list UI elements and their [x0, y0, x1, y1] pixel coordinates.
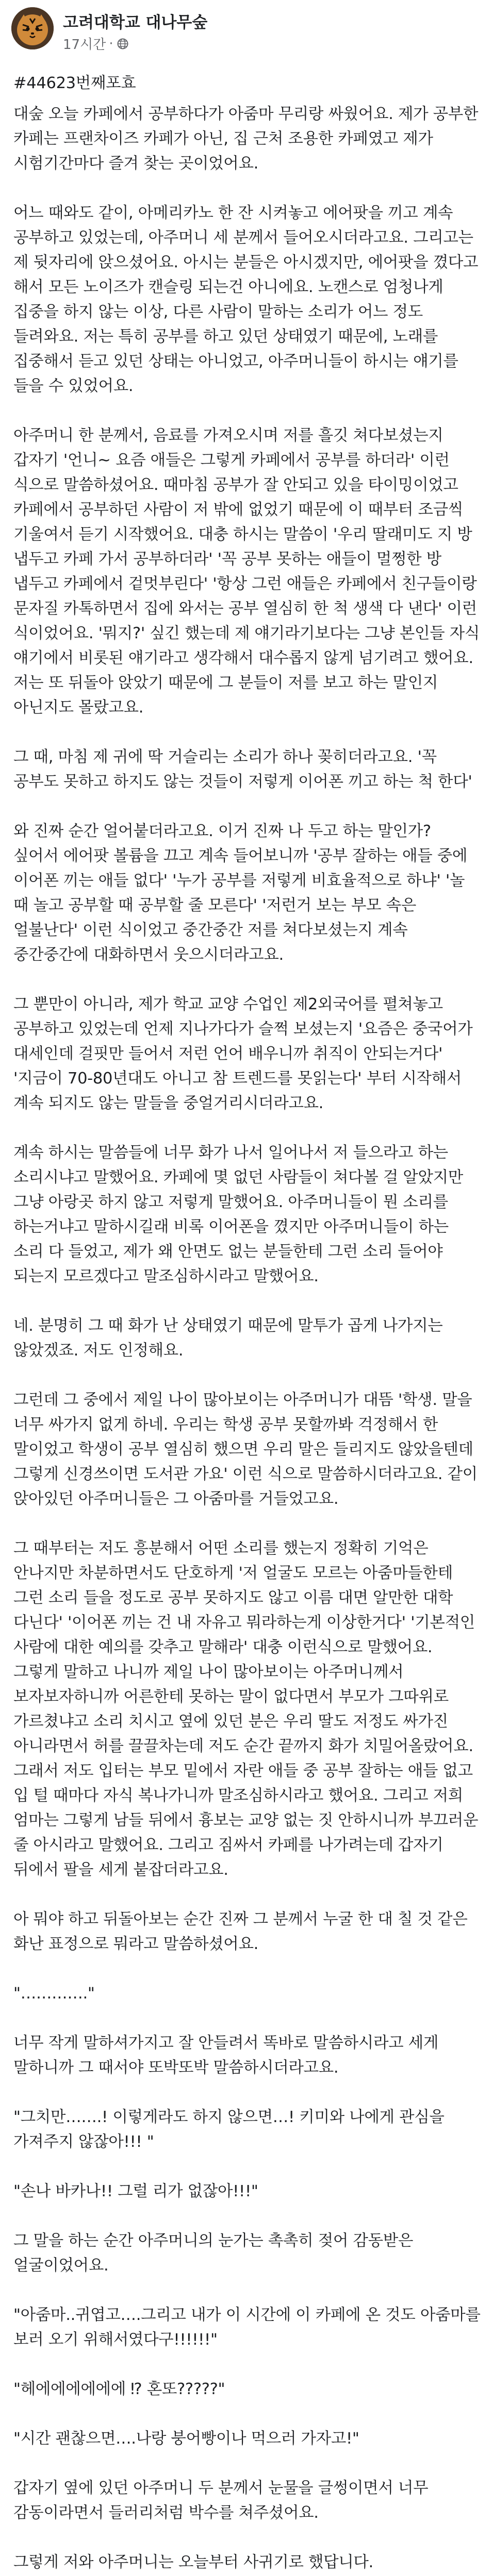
page-avatar[interactable]	[11, 7, 54, 49]
post-paragraph-15: "손나 바카나!! 그럴 리가 없잖아!!!"	[13, 2182, 258, 2200]
post-paragraph-6: 그 뿐만이 아니라, 제가 학교 교양 수업인 제2외국어를 펼쳐놓고 공부하고 있었는데 언제 지나가다가 슬쩍 보셨는지 '요즘은 중국어가 대세인데 걸핏만 들어서 저런 언어 배우니까 취직이 안되는거다' '지금이 70-80년대도 아니고 참 트렌드를 못읽는다' 부터 시작해서 계속 되지도 않는 말들을 중얼거리시더라고요.	[13, 995, 473, 1112]
post-paragraph-21: 그렇게 저와 아주머니는 오늘부터 사귀기로 했답니다.	[13, 2553, 373, 2571]
post-paragraph-12: "…………."	[13, 1985, 95, 2003]
post-paragraph-7: 계속 하시는 말씀들에 너무 화가 나서 일어나서 저 들으라고 하는 소리시냐고 말했어요. 카페에 몇 없던 사람들이 쳐다볼 걸 알았지만 그냥 아랑곳 하지 않고 저렇게 말했어요. 아주머니들이 뭔 소리를 하는거냐고 말하시길래 비록 이어폰을 꼈지만 아주머니들이 하는 소리 다 들었고, 제가 왜 안면도 없는 분들한테 그런 소리 들어야 되는지 모르겠다고 말조심하시라고 말했어요.	[13, 1144, 463, 1285]
meta-separator: ·	[109, 36, 113, 52]
post-header	[0, 0, 492, 62]
post-paragraph-20: 갑자기 옆에 있던 아주머니 두 분께서 눈물을 글썽이면서 너무 감동이라면서 들러리처럼 박수를 쳐주셨어요.	[13, 2479, 429, 2522]
post-paragraph-5: 와 진짜 순간 얼어붙더라고요. 이거 진짜 나 두고 하는 말인가? 싶어서 에어팟 볼륨을 끄고 계속 들어보니까 '공부 잘하는 애들 중에 이어폰 끼는 애들 없다' '누가 공부를 저렇게 비효율적으로 하냐' '놀 때 놀고 공부할 때 공부할 줄 모른다' '저런거 보는 부모 속은 얼불난다' 이런 식이었고 중간중간 저를 쳐다보셨는지 계속 중간중간에 대화하면서 웃으시더라고요.	[13, 822, 468, 964]
post-paragraph-9: 그런데 그 중에서 제일 나이 많아보이는 아주머니가 대뜸 '학생. 말을 너무 싸가지 없게 하네. 우리는 학생 공부 못할까봐 걱정해서 한 말이었고 학생이 공부 열심히 했으면 우리 말은 들리지도 않았을텐데 그렇게 신경쓰이면 도서관 가요' 이런 식으로 말씀하시더라고요. 같이 앉아있던 아주머니들은 그 아줌마를 거들었고요.	[13, 1391, 478, 1508]
page-name-link[interactable]: 고려대학교 대나무숲	[63, 13, 208, 32]
post-paragraph-10: 그 때부터는 저도 흥분해서 어떤 소리를 했는지 정확히 기억은 안나지만 차분하면서도 단호하게 '저 얼굴도 모르는 아줌마들한테 그런 소리 들을 정도로 공부 못하지도 않고 이름 대면 알만한 대학 다닌다' '이어폰 끼는 건 내 자유고 뭐라하는게 이상한거다' '기본적인 사람에 대한 예의를 갖추고 말해라' 대충 이런식으로 말했어요. 그렇게 말하고 나니까 제일 나이 많아보이는 아주머니께서 보자보자하니까 어른한테 못하는 말이 없다면서 부모가 그따위로 가르쳤냐고 소리 치시고 옆에 있던 분은 우리 딸도 저정도 싸가진 아니라면서 허를 끌끌차는데 저도 순간 끝까지 화가 치밀어올랐어요. 그래서 저도 입터는 부모 밑에서 자란 애들 중 공부 잘하는 애들 없고 입 털 때마다 자식 복나가니까 말조심하시라고 했어요. 그리고 저희 엄마는 그렇게 남들 뒤에서 흉보는 교양 없는 짓 안하시니까 부끄러운 줄 아시라고 말했어요. 그리고 짐싸서 카페를 나가려는데 갑자기 뒤에서 팔을 세게 붙잡더라고요.	[13, 1539, 479, 1879]
post-paragraph-11: 아 뭐야 하고 뒤돌아보는 순간 진짜 그 분께서 누굴 한 대 칠 것 같은 화난 표정으로 뭐라고 말씀하셨어요.	[13, 1910, 468, 1953]
post-title: #44623번째포효	[13, 74, 136, 92]
post-paragraph-13: 너무 작게 말하셔가지고 잘 안들려서 똑바로 말씀하시라고 세게 말하니까 그 때서야 또박또박 말씀하시더라고요.	[13, 2034, 439, 2077]
post-paragraph-14: "그치만…….! 이렇게라도 하지 않으면…! 키미와 나에게 관심을 가져주지 않잖아!!! "	[13, 2108, 445, 2151]
post-meta	[63, 34, 129, 53]
post-paragraph-16: 그 말을 하는 순간 아주머니의 눈가는 촉촉히 젖어 감동받은 얼굴이었어요.	[13, 2232, 414, 2275]
post-paragraph-1: 대숲 오늘 카페에서 공부하다가 아줌마 무리랑 싸웠어요. 제가 공부한 카페는 프랜차이즈 카페가 아닌, 집 근처 조용한 카페였고 제가 시험기간마다 즐겨 찾는 곳이었어요.	[13, 105, 479, 173]
post-paragraph-17: "아줌마..귀엽고….그리고 내가 이 시간에 이 카페에 온 것도 아줌마를 보러 오기 위해서였다구!!!!!!"	[13, 2306, 481, 2349]
post-body	[0, 62, 492, 2576]
post-paragraph-19: "시간 괜찮으면….나랑 붕어빵이나 먹으러 가자고!"	[13, 2430, 359, 2448]
globe-icon[interactable]	[117, 38, 129, 50]
post-paragraph-3: 아주머니 한 분께서, 음료를 가져오시며 저를 흘깃 쳐다보셨는지 갑자기 '언니~ 요즘 애들은 그렇게 카페에서 공부를 하더라' 이런 식으로 말씀하셨어요. 때마침 공부가 잘 안되고 있을 타이밍이었고 카페에서 공부하던 사람이 저 밖에 없었기 때문에 이 때부터 조금씩 기울여서 듣기 시작했어요. 대충 하시는 말씀이 '우리 딸래미도 지 방 냅두고 카페 가서 공부하더라' '꼭 공부 못하는 애들이 멀쩡한 방 냅두고 카페에서 겉멋부린다' '항상 그런 애들은 카페에서 친구들이랑 문자질 카톡하면서 집에 와서는 공부 열심히 한 척 생색 다 낸다' 이런 식이었어요. '뭐지?' 싶긴 했는데 제 얘기라기보다는 그냥 본인들 자식 얘기에서 비롯된 얘기라고 생각해서 대수롭지 않게 넘기려고 했어요. 저는 또 뒤돌아 앉았기 때문에 그 분들이 저를 보고 하는 말인지 아닌지도 몰랐고요.	[13, 427, 480, 717]
post-paragraph-2: 어느 때와도 같이, 아메리카노 한 잔 시켜놓고 에어팟을 끼고 계속 공부하고 있었는데, 아주머니 세 분께서 들어오시더라고요. 그리고는 제 뒷자리에 앉으셨어요. 아시는 분들은 아시겠지만, 에어팟을 꼈다고 해서 모든 노이즈가 캔슬링 되는건 아니에요. 노캔스로 엄청나게 집중을 하지 않는 이상, 다른 사람이 말하는 소리가 어느 정도 들려와요. 저는 특히 공부를 하고 있던 상태였기 때문에, 노래를 집중해서 듣고 있던 상태는 아니었고, 아주머니들이 하시는 얘기를 들을 수 있었어요.	[13, 204, 479, 395]
tiger-logo-icon	[11, 7, 54, 49]
post-paragraph-18: "헤에에에에에에 ⁉︎ 혼또?????"	[13, 2380, 225, 2398]
post-paragraph-8: 네. 분명히 그 때 화가 난 상태였기 때문에 말투가 곱게 나가지는 않았겠죠. 저도 인정해요.	[13, 1317, 443, 1360]
post-paragraph-4: 그 때, 마침 제 귀에 딱 거슬리는 소리가 하나 꽂히더라고요. '꼭 공부도 못하고 하지도 않는 것들이 저렇게 이어폰 끼고 하는 척 한다'	[13, 748, 472, 791]
post-time[interactable]: 17시간	[63, 37, 106, 53]
